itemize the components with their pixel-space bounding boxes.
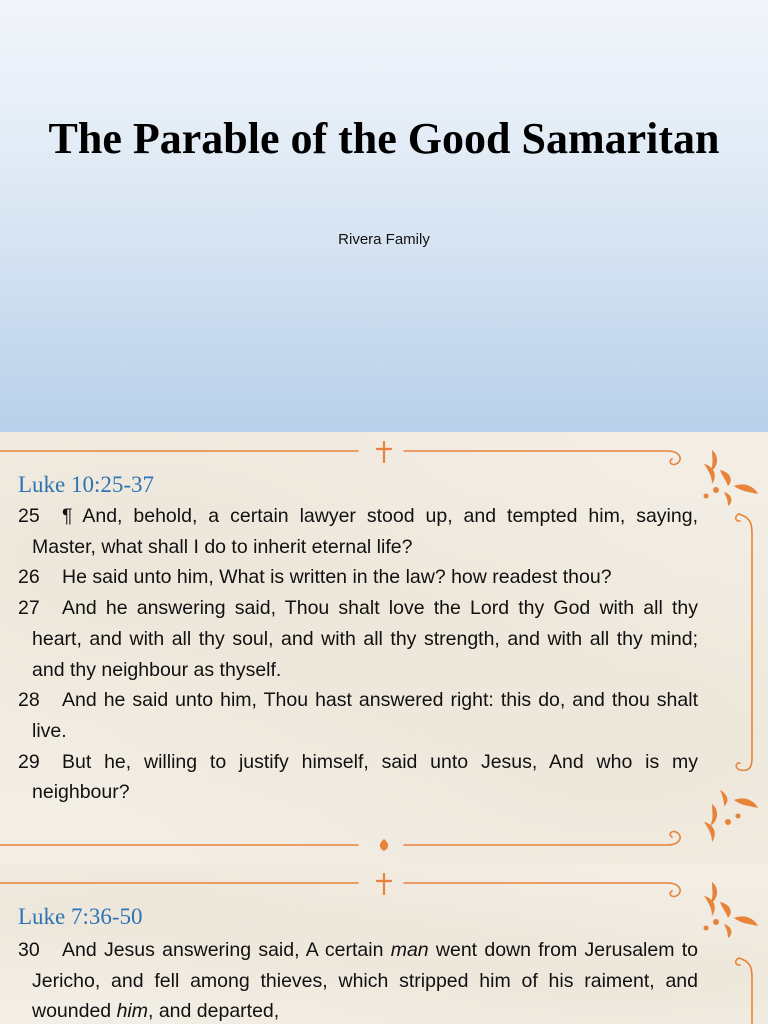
verse-text: And he answering said, Thou shalt love the Lord thy God with all thy heart, and with all thy soul, and with all thy strength, and with all thy mind; and thy neighbour as thyself.: [32, 597, 698, 681]
verse-italic: him: [116, 1000, 148, 1023]
verse-slide: [0, 432, 768, 864]
verse-number: 30: [18, 939, 40, 961]
verse: [18, 685, 698, 746]
verse: [18, 562, 698, 593]
verse: [18, 747, 698, 808]
verse-text: ¶ And, behold, a certain lawyer stood up, and tempted him, saying, Master, what shall I do to inherit eternal life?: [32, 505, 698, 558]
verse-text: But he, willing to justify himself, said unto Jesus, And who is my neighbour?: [32, 750, 698, 804]
verse-text: He said unto him, What is written in the law? how readest thou?: [62, 566, 612, 589]
verse-list: [18, 935, 698, 1024]
floral-corner-icon: [694, 442, 764, 512]
verse-italic: man: [390, 939, 429, 961]
fleuron-icon: [374, 837, 394, 853]
cross-icon: [374, 441, 394, 463]
verse-slide: [0, 864, 768, 1024]
verse-number: 27: [18, 597, 40, 620]
verse-text: , and departed,: [148, 1000, 280, 1023]
slide-subtitle: Rivera Family: [338, 231, 430, 248]
floral-corner-icon: [694, 874, 764, 944]
title-slide: [0, 0, 768, 432]
slide-title: The Parable of the Good Samaritan: [48, 114, 720, 163]
scripture-reference: Luke 7:36-50: [18, 904, 143, 929]
verse-number: 25: [18, 505, 40, 527]
floral-corner-icon: [694, 782, 764, 852]
verse-number: 26: [18, 566, 40, 589]
verse-text: And he said unto him, Thou hast answered right: this do, and thou shalt live.: [32, 689, 698, 742]
verse: [18, 935, 698, 1024]
scripture-reference: Luke 10:25-37: [18, 472, 155, 497]
verse-text: And Jesus answering said, A certain: [62, 939, 391, 961]
verse: [18, 501, 698, 562]
verse: [18, 593, 698, 685]
verse-list: [18, 501, 698, 808]
verse-number: 28: [18, 689, 40, 712]
verse-text: went down from Jerusalem to Jericho, and fell among thieves, which stripped him of his raiment, and wounded: [32, 939, 698, 1023]
cross-icon: [374, 873, 394, 895]
verse-number: 29: [18, 750, 40, 773]
